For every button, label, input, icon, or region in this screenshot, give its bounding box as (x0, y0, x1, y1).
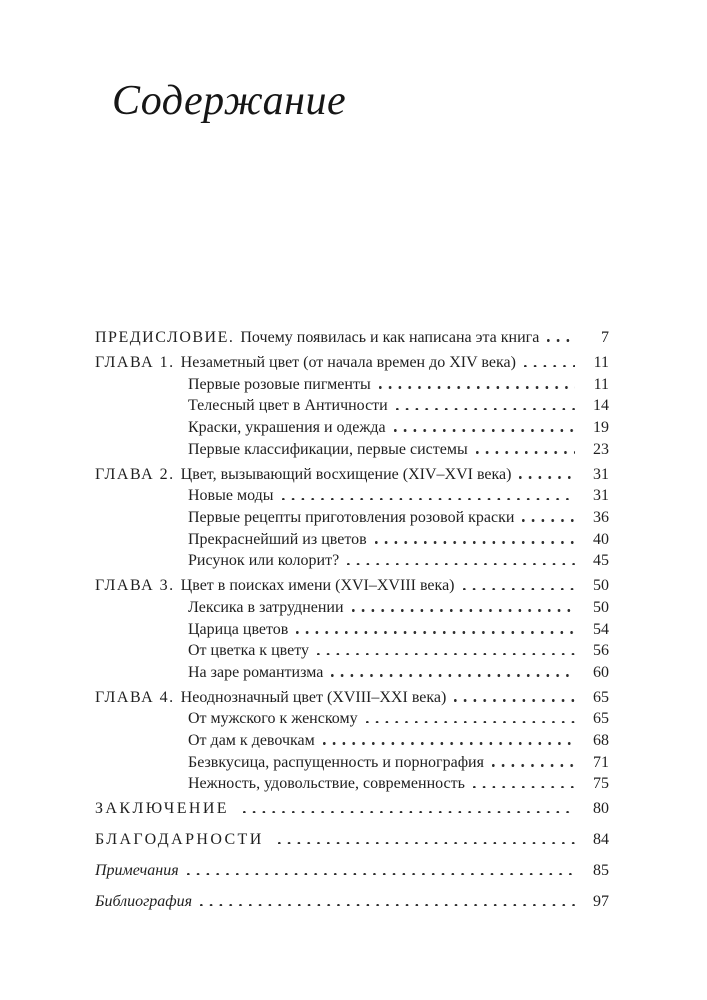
toc-row (95, 687, 609, 709)
dot-leader (243, 811, 575, 814)
page-number: 7 (601, 329, 609, 346)
dot-leader (352, 609, 575, 612)
dot-leader (522, 519, 575, 522)
toc-row (95, 662, 609, 684)
toc-row (95, 860, 609, 882)
page-number: 50 (593, 577, 609, 595)
page-number: 80 (593, 800, 609, 818)
page-number: 31 (593, 487, 609, 505)
toc-entry-label: От цветка к цвету (188, 642, 309, 660)
dot-leader (331, 674, 575, 677)
dot-leader (187, 873, 575, 876)
page-number: 68 (593, 732, 609, 750)
page-number: 54 (593, 620, 609, 638)
toc-row (95, 829, 609, 851)
toc-row (95, 773, 609, 795)
toc-entry-label: Лексика в затруднении (188, 598, 344, 616)
toc-row (95, 464, 609, 486)
page-number: 23 (593, 440, 609, 458)
dot-leader (296, 631, 575, 634)
toc-entry-label: Царица цветов (188, 620, 289, 638)
toc-entry-label: Безвкусица, распущенность и порнография (188, 753, 484, 771)
toc-entry-label: Первые классификации, первые системы (188, 440, 468, 458)
toc-row (95, 597, 609, 619)
page-number: 97 (593, 893, 609, 911)
page-number: 11 (593, 354, 609, 372)
dot-leader (394, 429, 575, 432)
page-number: 45 (593, 552, 609, 570)
toc-entry-label: Неоднозначный цвет (XVIII–XXI века) (180, 688, 447, 706)
page-number: 19 (593, 418, 609, 436)
page-title: Содержание (112, 78, 347, 125)
toc-row (95, 575, 609, 597)
page-number: 50 (593, 598, 609, 616)
table-of-contents (95, 327, 609, 913)
toc-entry-prefix: ЗАКЛЮЧЕНИЕ (95, 800, 229, 818)
page-number: 71 (593, 753, 609, 771)
page-number: 65 (593, 688, 609, 706)
dot-leader (454, 699, 575, 702)
page-number: 84 (593, 831, 609, 849)
toc-entry-label: От дам к девочкам (188, 732, 315, 750)
toc-entry-label: Прекраснейший из цветов (188, 530, 367, 548)
toc-row (95, 640, 609, 662)
toc-entry-prefix: ГЛАВА 2. (95, 465, 175, 483)
dot-leader (200, 904, 575, 907)
page-number: 14 (593, 397, 609, 415)
toc-row (95, 439, 609, 461)
toc-entry-label: Первые рецепты приготовления розовой краски (188, 508, 515, 526)
dot-leader (524, 365, 575, 368)
toc-row (95, 529, 609, 551)
page-number: 85 (593, 862, 609, 880)
dot-leader (347, 563, 575, 566)
toc-row (95, 485, 609, 507)
toc-entry-label: Краски, украшения и одежда (188, 418, 386, 436)
dot-leader (476, 451, 575, 454)
dot-leader (473, 786, 575, 789)
dot-leader (317, 653, 575, 656)
toc-entry-label: Библиография (95, 893, 193, 911)
toc-row (95, 891, 609, 913)
toc-row (95, 798, 609, 820)
dot-leader (463, 588, 576, 591)
toc-row (95, 374, 609, 396)
toc-entry-label: Рисунок или колорит? (188, 552, 340, 570)
toc-entry-label: Цвет в поисках имени (XVI–XVIII века) (180, 577, 455, 595)
toc-entry-label: Новые моды (188, 487, 274, 505)
toc-entry-label: Цвет, вызывающий восхищение (XIV–XVI века) (180, 465, 512, 483)
page-number: 60 (593, 663, 609, 681)
toc-row (95, 327, 609, 349)
page-number: 11 (593, 375, 609, 393)
page-number: 56 (593, 642, 609, 660)
page-number: 65 (593, 710, 609, 728)
toc-row (95, 550, 609, 572)
page-number: 40 (593, 530, 609, 548)
toc-row (95, 417, 609, 439)
dot-leader (366, 721, 575, 724)
dot-leader (282, 498, 575, 501)
toc-row (95, 752, 609, 774)
page-number: 36 (593, 508, 609, 526)
toc-entry-label: На заре романтизма (188, 663, 324, 681)
dot-leader (323, 742, 575, 745)
dot-leader (375, 541, 575, 544)
toc-entry-prefix: ГЛАВА 1. (95, 354, 175, 372)
dot-leader (379, 386, 575, 389)
toc-entry-label: Незаметный цвет (от начала времен до XIV века) (180, 354, 516, 372)
dot-leader (547, 339, 575, 342)
dot-leader (396, 408, 575, 411)
toc-row (95, 708, 609, 730)
toc-entry-label: Телесный цвет в Античности (188, 397, 388, 415)
toc-row (95, 730, 609, 752)
toc-entry-label: Примечания (95, 862, 179, 880)
toc-entry-label: Первые розовые пигменты (188, 375, 371, 393)
dot-leader (278, 842, 575, 845)
dot-leader (519, 476, 575, 479)
toc-entry-prefix: БЛАГОДАРНОСТИ (95, 831, 264, 849)
page-number: 75 (593, 775, 609, 793)
toc-row (95, 507, 609, 529)
toc-row (95, 619, 609, 641)
toc-entry-prefix: ГЛАВА 3. (95, 577, 175, 595)
toc-row (95, 352, 609, 374)
toc-entry-prefix: ПРЕДИСЛОВИЕ. (95, 329, 235, 346)
page-number: 31 (593, 465, 609, 483)
dot-leader (492, 764, 575, 767)
toc-entry-prefix: ГЛАВА 4. (95, 688, 175, 706)
toc-entry-label: От мужского к женскому (188, 710, 358, 728)
toc-row (95, 395, 609, 417)
toc-entry-label: Почему появилась и как написана эта книга (240, 329, 540, 346)
toc-entry-label: Нежность, удовольствие, современность (188, 775, 465, 793)
